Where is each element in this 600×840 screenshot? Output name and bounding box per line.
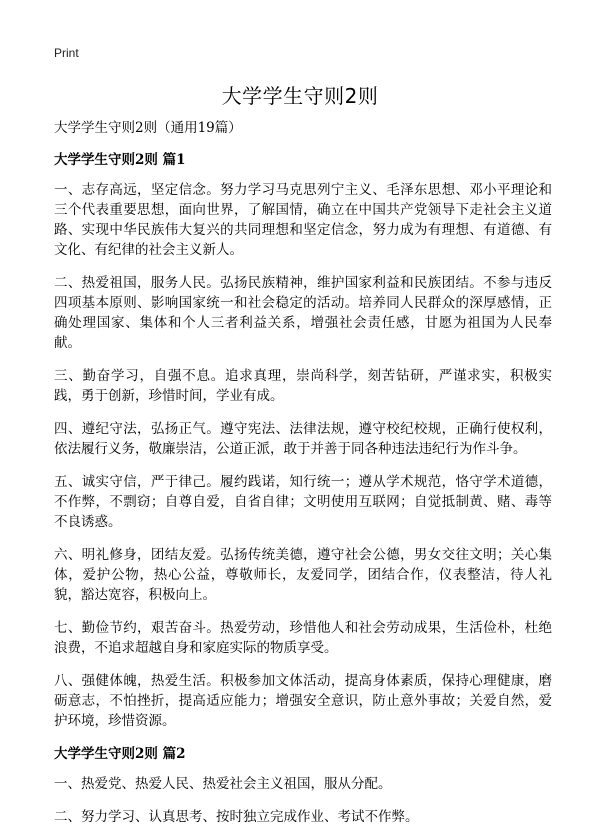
paragraph: 五、诚实守信，严于律己。履约践诺，知行统一；遵从学术规范，恪守学术道德，不作弊，不剽窃；自尊自爱，自省自律；文明使用互联网；自觉抵制黄、赌、毒等不良诱惑。 [54, 474, 552, 530]
document-body [54, 118, 552, 840]
paragraph: 四、遵纪守法，弘扬正气。遵守宪法、法律法规，遵守校纪校规，正确行使权利，依法履行义务，敬廉崇洁，公道正派，敢于并善于同各种违法违纪行为作斗争。 [54, 421, 552, 457]
document-subtitle: 大学学生守则2则（通用19篇） [54, 120, 242, 136]
paragraph: 三、勤奋学习，自强不息。追求真理，崇尚科学，刻苦钻研，严谨求实，积极实践，勇于创新，珍惜时间，学业有成。 [54, 368, 552, 404]
paragraph: 六、明礼修身，团结友爱。弘扬传统美德，遵守社会公德，男女交往文明；关心集体，爱护公物，热心公益，尊敬师长，友爱同学，团结合作，仪表整洁，待人礼貌，豁达宽容，积极向上。 [54, 547, 552, 603]
paragraph: 二、热爱祖国，服务人民。弘扬民族精神，维护国家利益和民族团结。不参与违反四项基本原则、影响国家统一和社会稳定的活动。培养同人民群众的深厚感情，正确处理国家、集体和个人三者利益关系，增强社会责任感，甘愿为祖国为人民奉献。 [54, 275, 552, 351]
section-heading: 大学学生守则2则 篇1 [54, 152, 186, 168]
paragraph: 一、志存高远，坚定信念。努力学习马克思列宁主义、毛泽东思想、邓小平理论和三个代表重要思想，面向世界，了解国情，确立在中国共产党领导下走社会主义道路、实现中华民族伟大复兴的共同理想和坚定信念，努力成为有理想、有道德、有文化、有纪律的社会主义新人。 [54, 182, 552, 258]
print-link[interactable]: Print [54, 46, 79, 60]
section-heading: 大学学生守则2则 篇2 [54, 746, 186, 762]
paragraph: 七、勤俭节约，艰苦奋斗。热爱劳动，珍惜他人和社会劳动成果，生活俭朴，杜绝浪费，不追求超越自身和家庭实际的物质享受。 [54, 620, 552, 656]
paragraph: 二、努力学习、认真思考、按时独立完成作业、考试不作弊。 [54, 809, 419, 825]
document-title: 大学学生守则2则 [221, 84, 379, 108]
paragraph: 八、强健体魄，热爱生活。积极参加文体活动，提高身体素质，保持心理健康，磨砺意志，不怕挫折，提高适应能力；增强安全意识，防止意外事故；关爱自然，爱护环境，珍惜资源。 [54, 673, 552, 729]
paragraph: 一、热爱党、热爱人民、热爱社会主义祖国，服从分配。 [54, 776, 392, 792]
